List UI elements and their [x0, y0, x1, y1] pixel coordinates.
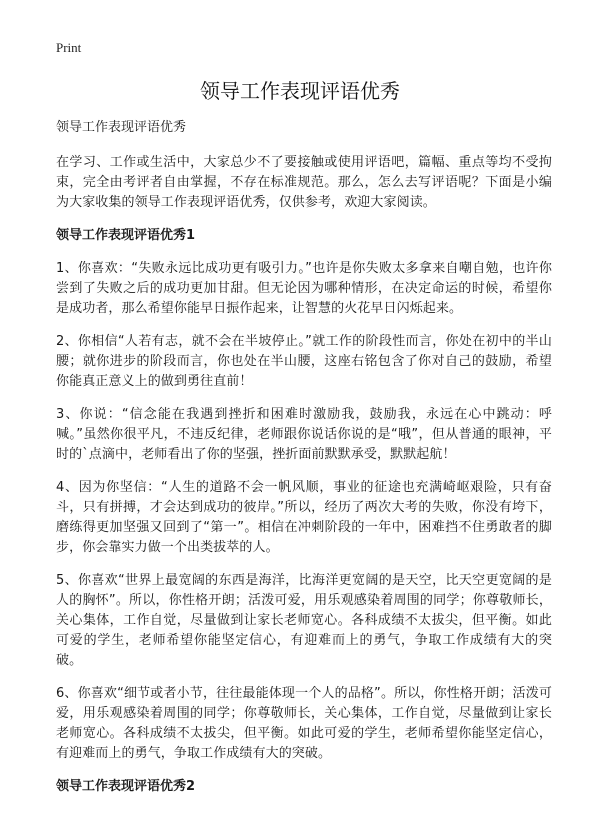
section-heading-1: 领导工作表现评语优秀1 [56, 228, 196, 243]
comment-item-6: 6、你喜欢“细节或者小节，往往最能体现一个人的品格”。所以，你性格开朗；活泼可爱，用乐观感染着周围的同学；你尊敬师长，关心集体，工作自觉，尽量做到让家长老师宽心。各科成绩不太拔尖，但平衡。如此可爱的学生，老师希望你能坚定信心，有迎难而上的勇气，争取工作成绩有大的突破。 [56, 686, 552, 761]
document-subtitle: 领导工作表现评语优秀 [56, 120, 187, 135]
section-heading-2: 领导工作表现评语优秀2 [56, 779, 196, 794]
document-content [56, 118, 552, 810]
comment-item-4: 4、因为你坚信：“人生的道路不会一帆风顺，事业的征途也充满崎岖艰险，只有奋斗，只有拼搏，才会达到成功的彼岸。”所以，经历了两次大考的失败，你没有垮下，磨练得更加坚强又回到了“第一”。相信在冲刺阶段的一年中，困难挡不住勇敢者的脚步，你会靠实力做一个出类拔萃的人。 [56, 480, 552, 555]
print-link[interactable]: Print [56, 40, 82, 55]
page-title: 领导工作表现评语优秀 [200, 79, 400, 103]
comment-item-1: 1、你喜欢：“失败永远比成功更有吸引力。”也许是你失败太多拿来自嘲自勉，也许你尝到了失败之后的成功更加甘甜。但无论因为哪种情形，在决定命运的时候，希望你是成功者，那么希望你能早日振作起来，让智慧的火花早日闪烁起来。 [56, 261, 552, 316]
comment-item-3: 3、你说：“信念能在我遇到挫折和困难时激励我，鼓励我，永远在心中跳动：呼喊。”虽然你很平凡，不违反纪律，老师跟你说话你说的是“哦”，但从普通的眼神，平时的`点滴中，老师看出了你的坚强，挫折面前默默承受，默默起航！ [56, 407, 552, 462]
comment-item-5: 5、你喜欢“世界上最宽阔的东西是海洋，比海洋更宽阔的是天空，比天空更宽阔的是人的胸怀”。所以，你性格开朗；活泼可爱，用乐观感染着周围的同学；你尊敬师长，关心集体，工作自觉，尽量做到让家长老师宽心。各科成绩不太拔尖，但平衡。如此可爱的学生，老师希望你能坚定信心，有迎难而上的勇气，争取工作成绩有大的突破。 [56, 573, 552, 668]
intro-paragraph: 在学习、工作或生活中，大家总少不了要接触或使用评语吧，篇幅、重点等均不受拘束，完全由考评者自由掌握，不存在标准规范。那么，怎么去写评语呢？下面是小编为大家收集的领导工作表现评语优秀，仅供参考，欢迎大家阅读。 [56, 155, 552, 210]
comment-item-2: 2、你相信“人若有志，就不会在半坡停止。”就工作的阶段性而言，你处在初中的半山腰；就你进步的阶段而言，你也处在半山腰，这座右铭包含了你对自己的鼓励，希望你能真正意义上的做到勇往直前！ [56, 334, 552, 389]
